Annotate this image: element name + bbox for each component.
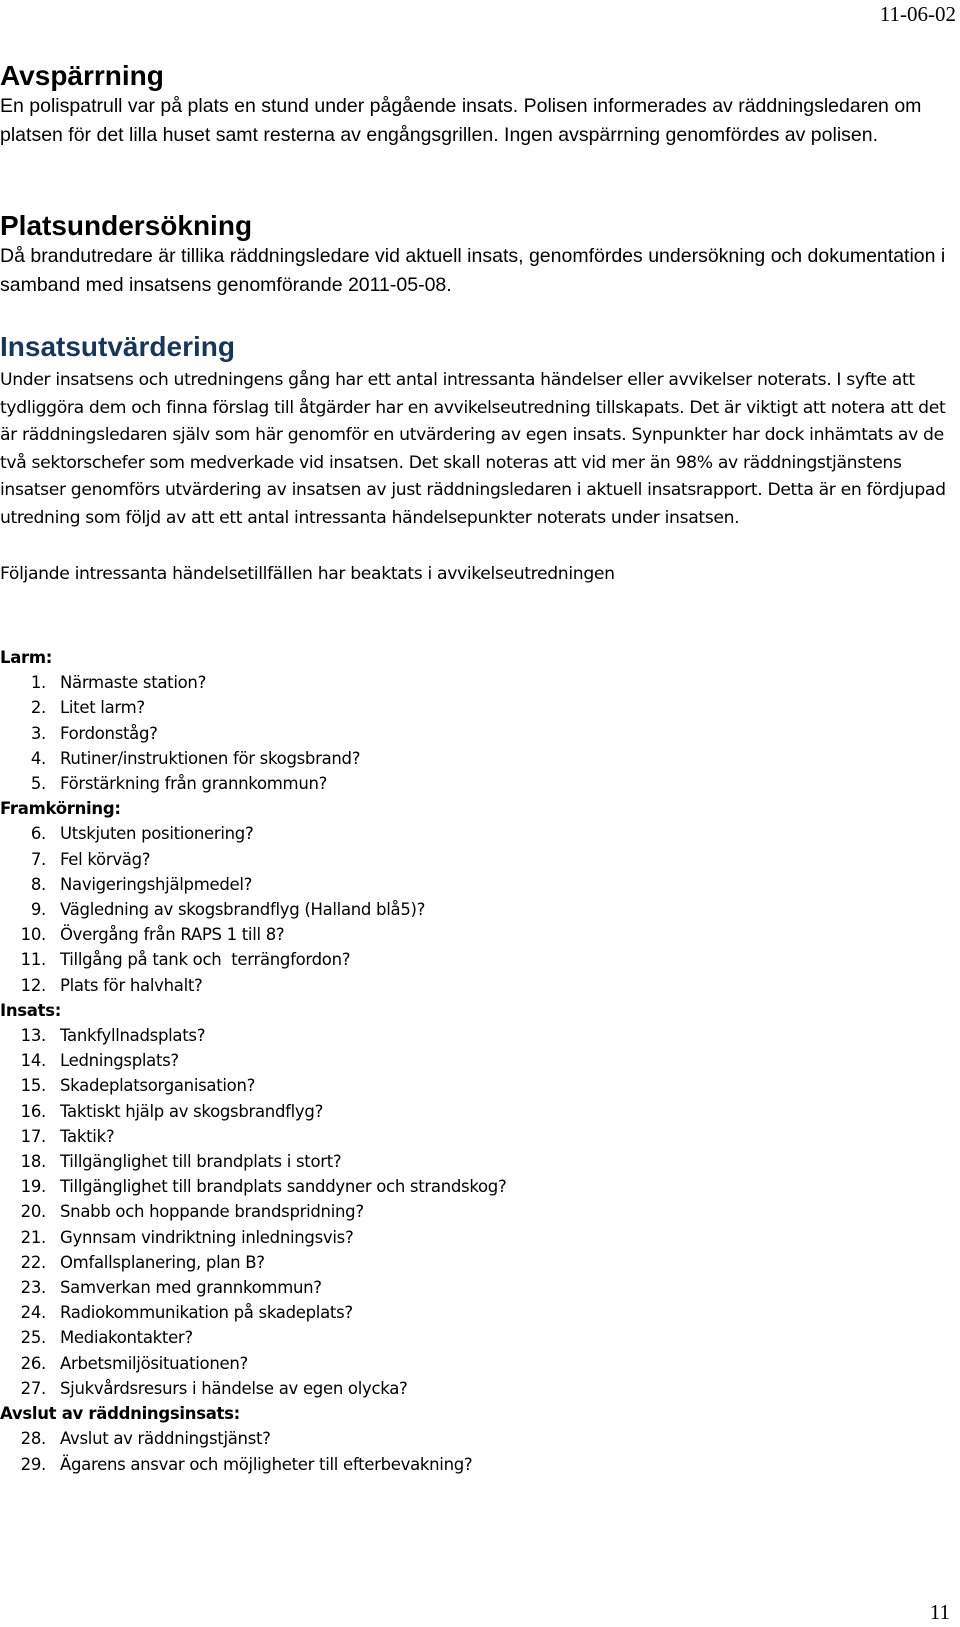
list-item-text: Samverkan med grannkommun? bbox=[60, 1278, 322, 1298]
list-item-number: 18. bbox=[20, 1152, 46, 1172]
list-item-text: Förstärkning från grannkommun? bbox=[60, 774, 328, 794]
list-item-number: 16. bbox=[20, 1101, 46, 1121]
list-item bbox=[0, 821, 950, 846]
list-item-number: 5. bbox=[30, 774, 46, 794]
list-item-number: 29. bbox=[20, 1454, 46, 1474]
list-item-number: 10. bbox=[20, 925, 46, 945]
list-item-text: Ägarens ansvar och möjligheter till efterbevakning? bbox=[60, 1454, 473, 1474]
list-item-text: Litet larm? bbox=[60, 698, 145, 718]
list-item-number: 25. bbox=[20, 1328, 46, 1348]
list-item-text: Snabb och hoppande brandspridning? bbox=[60, 1202, 364, 1222]
section-body: Då brandutredare är tillika räddningsledare vid aktuell insats, genomfördes undersökning och dokumentation i samband med insatsens genomförande 2011-05-08. bbox=[0, 245, 946, 296]
page-number: 11 bbox=[929, 1600, 950, 1624]
list-item bbox=[0, 771, 950, 796]
list-item bbox=[0, 872, 950, 897]
event-list bbox=[0, 645, 950, 1477]
list-group bbox=[0, 645, 950, 796]
list-item-text: Tankfyllnadsplats? bbox=[60, 1026, 206, 1046]
section-body: Under insatsens och utredningens gång har ett antal intressanta händelser eller avvikelser noterats. I syfte att tydliggöra dem och finna förslag till åtgärder har en avvikelseutredning tillskapats. Det är viktigt att notera att det är räddningsledaren själv som här genomför en utvärdering av egen insats. Synpunkter har dock inhämtats av de två sektorschefer som medverkade vid insatsen. Det skall noteras att vid mer än 98% av räddningstjänstens insatser genomförs utvärdering av insatsen av just räddningsledaren i aktuell insatsrapport. Detta är en fördjupad utredning som följd av att ett antal intressanta händelsepunkter noterats under insatsen. bbox=[0, 370, 946, 528]
list-item-number: 11. bbox=[20, 950, 46, 970]
list-group bbox=[0, 1401, 950, 1477]
list-item-text: Vägledning av skogsbrandflyg (Halland blå5)? bbox=[60, 900, 426, 920]
list-item bbox=[0, 746, 950, 771]
list-item-number: 7. bbox=[30, 849, 46, 869]
list-item-number: 26. bbox=[20, 1353, 46, 1373]
list-item-text: Taktiskt hjälp av skogsbrandflyg? bbox=[60, 1101, 324, 1121]
list-item bbox=[0, 1199, 950, 1224]
list-item bbox=[0, 973, 950, 998]
list-item bbox=[0, 1351, 950, 1376]
list-item-text: Fordonståg? bbox=[60, 723, 158, 743]
list-item-text: Radiokommunikation på skadeplats? bbox=[60, 1303, 353, 1323]
list-item-number: 17. bbox=[20, 1126, 46, 1146]
section-title: Platsundersökning bbox=[0, 210, 253, 241]
list-item-number: 1. bbox=[30, 673, 46, 693]
list-item-text: Taktik? bbox=[60, 1126, 115, 1146]
group-heading: Avslut av räddningsinsats: bbox=[0, 1404, 240, 1424]
list-group bbox=[0, 998, 950, 1401]
list-item-number: 3. bbox=[30, 723, 46, 743]
list-item-number: 24. bbox=[20, 1303, 46, 1323]
list-item-number: 21. bbox=[20, 1227, 46, 1247]
list-item-text: Övergång från RAPS 1 till 8? bbox=[60, 925, 285, 945]
list-item-number: 12. bbox=[20, 975, 46, 995]
section-insatsutvardering bbox=[0, 331, 950, 588]
list-item-text: Tillgänglighet till brandplats i stort? bbox=[60, 1152, 342, 1172]
section-title: Insatsutvärdering bbox=[0, 331, 235, 362]
list-item bbox=[0, 670, 950, 695]
list-item-text: Sjukvårdsresurs i händelse av egen olycka? bbox=[60, 1378, 408, 1398]
list-item bbox=[0, 1300, 950, 1325]
list-item-text: Skadeplatsorganisation? bbox=[60, 1076, 256, 1096]
list-item-number: 13. bbox=[20, 1026, 46, 1046]
list-item-number: 15. bbox=[20, 1076, 46, 1096]
list-item-number: 19. bbox=[20, 1177, 46, 1197]
list-item bbox=[0, 1174, 950, 1199]
list-item bbox=[0, 695, 950, 720]
section-platsundersokning bbox=[0, 210, 950, 300]
list-item-number: 27. bbox=[20, 1378, 46, 1398]
list-item-number: 22. bbox=[20, 1252, 46, 1272]
list-item-number: 20. bbox=[20, 1202, 46, 1222]
section-title: Avspärrning bbox=[0, 60, 164, 91]
list-item-number: 28. bbox=[20, 1429, 46, 1449]
list-item-text: Närmaste station? bbox=[60, 673, 207, 693]
list-item-number: 6. bbox=[30, 824, 46, 844]
group-heading: Framkörning: bbox=[0, 799, 121, 819]
list-item-text: Plats för halvhalt? bbox=[60, 975, 203, 995]
list-item bbox=[0, 1426, 950, 1451]
group-heading: Larm: bbox=[0, 648, 53, 667]
list-item-number: 8. bbox=[30, 874, 46, 894]
list-item bbox=[0, 897, 950, 922]
list-item bbox=[0, 1048, 950, 1073]
list-item-text: Rutiner/instruktionen för skogsbrand? bbox=[60, 748, 361, 768]
section-intro: Följande intressanta händelsetillfällen har beaktats i avvikelseutredningen bbox=[0, 563, 615, 584]
list-item bbox=[0, 947, 950, 972]
header-date: 11-06-02 bbox=[879, 2, 956, 26]
list-item bbox=[0, 922, 950, 947]
list-group bbox=[0, 796, 950, 998]
list-item bbox=[0, 1250, 950, 1275]
list-item-text: Navigeringshjälpmedel? bbox=[60, 874, 253, 894]
list-item bbox=[0, 1275, 950, 1300]
list-item bbox=[0, 1124, 950, 1149]
list-item bbox=[0, 847, 950, 872]
section-body: En polispatrull var på plats en stund under pågående insats. Polisen informerades av räddningsledaren om platsen för det lilla huset samt resterna av engångsgrillen. Ingen avspärrning genomfördes av polisen. bbox=[0, 95, 922, 146]
list-item bbox=[0, 721, 950, 746]
list-item-text: Arbetsmiljösituationen? bbox=[60, 1353, 248, 1373]
list-item bbox=[0, 1099, 950, 1124]
list-item-text: Omfallsplanering, plan B? bbox=[60, 1252, 265, 1272]
list-item-text: Fel körväg? bbox=[60, 849, 151, 869]
list-item-number: 2. bbox=[30, 698, 46, 718]
list-item-text: Avslut av räddningstjänst? bbox=[60, 1429, 271, 1449]
list-item bbox=[0, 1225, 950, 1250]
section-avsparrning bbox=[0, 60, 950, 150]
list-item-number: 9. bbox=[30, 900, 46, 920]
list-item-number: 4. bbox=[30, 748, 46, 768]
list-item-number: 14. bbox=[20, 1051, 46, 1071]
list-item-text: Mediakontakter? bbox=[60, 1328, 193, 1348]
list-item-text: Gynnsam vindriktning inledningsvis? bbox=[60, 1227, 354, 1247]
list-item-number: 23. bbox=[20, 1278, 46, 1298]
list-item-text: Utskjuten positionering? bbox=[60, 824, 254, 844]
list-item-text: Ledningsplats? bbox=[60, 1051, 179, 1071]
list-item bbox=[0, 1452, 950, 1477]
list-item bbox=[0, 1073, 950, 1098]
list-item-text: Tillgång på tank och terrängfordon? bbox=[60, 950, 351, 970]
list-item bbox=[0, 1023, 950, 1048]
list-item-text: Tillgänglighet till brandplats sanddyner och strandskog? bbox=[60, 1177, 507, 1197]
list-item bbox=[0, 1149, 950, 1174]
list-item bbox=[0, 1325, 950, 1350]
group-heading: Insats: bbox=[0, 1000, 62, 1020]
list-item bbox=[0, 1376, 950, 1401]
